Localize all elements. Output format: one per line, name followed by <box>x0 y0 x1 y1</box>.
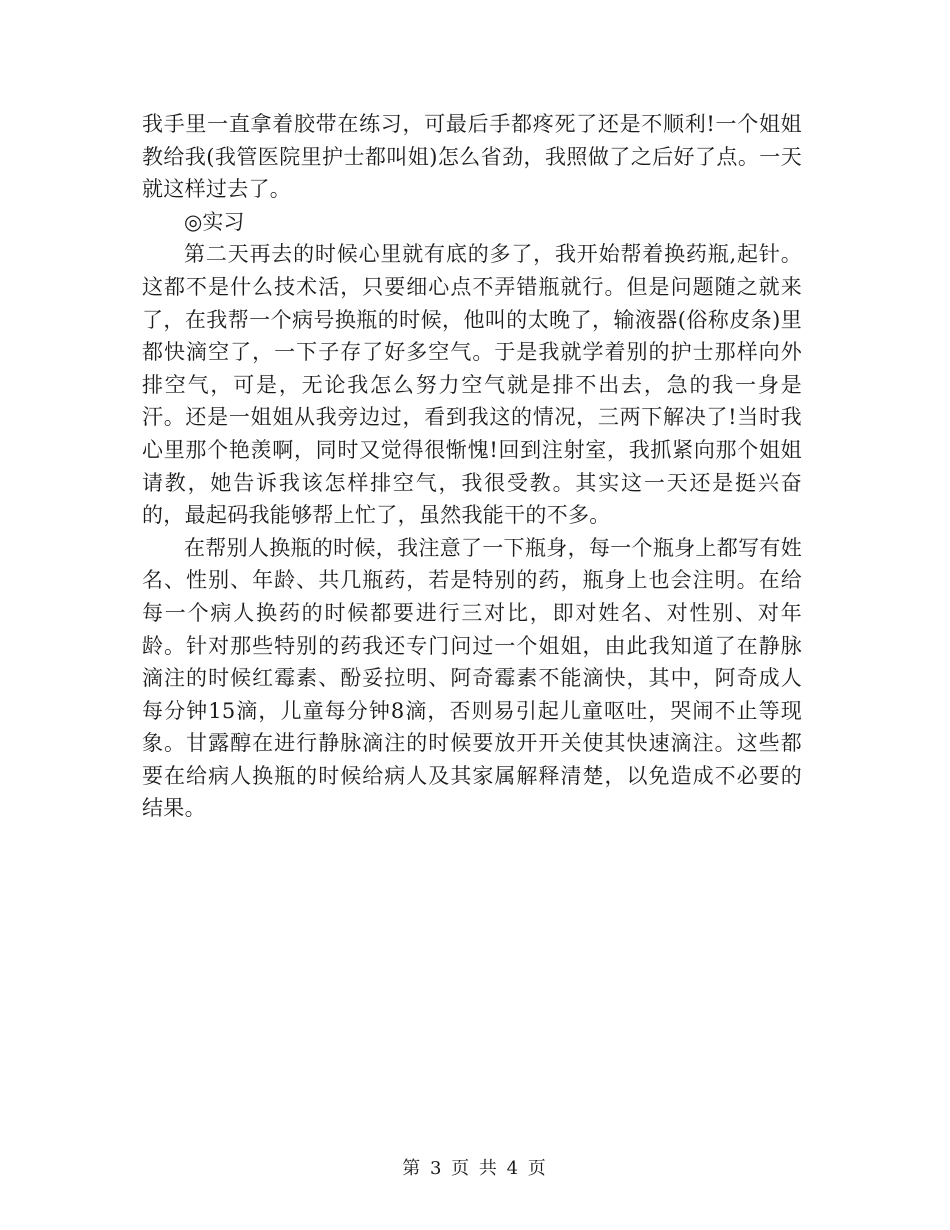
paragraph-continuation: 我手里一直拿着胶带在练习，可最后手都疼死了还是不顺利!一个姐姐教给我(我管医院里护士都叫姐)怎么省劲，我照做了之后好了点。一天就这样过去了。 <box>142 112 802 202</box>
paragraph-bottle-labels: 在帮别人换瓶的时候，我注意了一下瓶身，每一个瓶身上都写有姓名、性别、年龄、共几瓶药，若是特别的药，瓶身上也会注明。在给每一个病人换药的时候都要进行三对比，即对姓名、对性别、对年龄。针对那些特别的药我还专门问过一个姐姐，由此我知道了在静脉滴注的时候红霉素、酚妥拉明、阿奇霉素不能滴快，其中，阿奇成人每分钟15滴，儿童每分钟8滴，否则易引起儿童呕吐，哭闹不止等现象。甘露醇在进行静脉滴注的时候要放开开关使其快速滴注。这些都要在给病人换瓶的时候给病人及其家属解释清楚，以免造成不必要的结果。 <box>142 535 802 821</box>
page-number-footer: 第 3 页 共 4 页 <box>402 1158 548 1179</box>
document-body <box>142 108 802 825</box>
section-heading-internship: ◎实习 <box>184 209 245 234</box>
paragraph-second-day: 第二天再去的时候心里就有底的多了，我开始帮着换药瓶,起针。这都不是什么技术活，只要细心点不弄错瓶就行。但是问题随之就来了，在我帮一个病号换瓶的时候，他叫的太晚了，输液器(俗称皮条)里都快滴空了，一下子存了好多空气。于是我就学着别的护士那样向外排空气，可是，无论我怎么努力空气就是排不出去，急的我一身是汗。还是一姐姐从我旁边过，看到我这的情况，三两下解决了!当时我心里那个艳羡啊，同时又觉得很惭愧!回到注射室，我抓紧向那个姐姐请教，她告诉我该怎样排空气，我很受教。其实这一天还是挺兴奋的，最起码我能够帮上忙了，虽然我能干的不多。 <box>142 242 802 528</box>
